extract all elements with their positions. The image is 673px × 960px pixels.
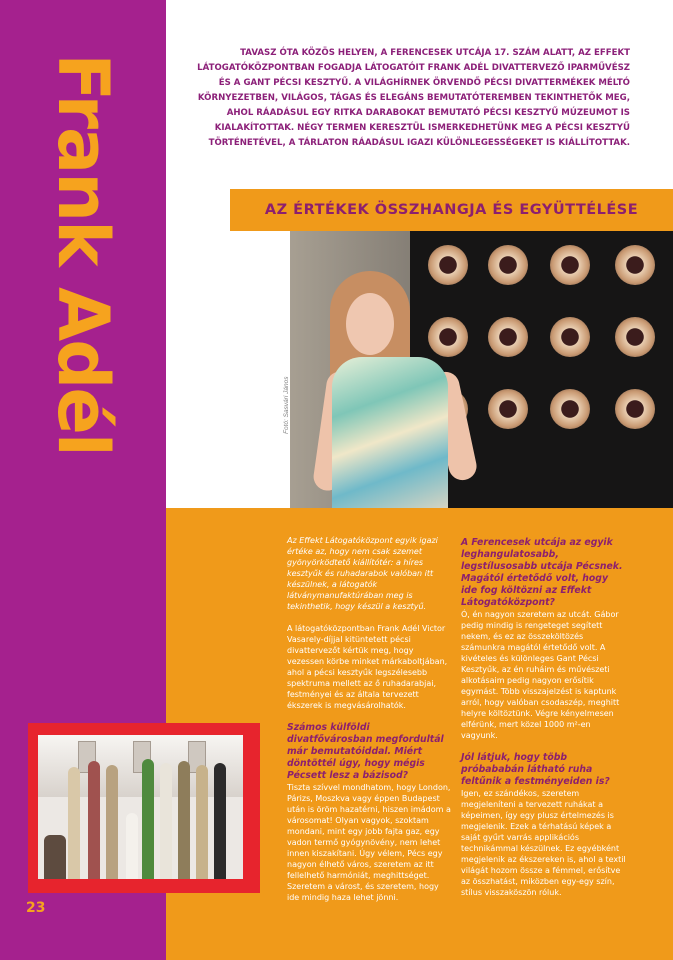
interview-answer: Igen, ez szándékos, szeretem megjeleníteni a tervezett ruhákat a képeimen, így egy plusz értelmezés is megjelenik. Ezek a térhatású képek a saját gyűrt varrás applikációs technikámmal készülnek. Ez egyébként megjelenik az ékszereken is, ahol a textil világát hozom össze a fémmel, erősítve az összhatást, miközben egy-egy szín, stílus visszaköszön róluk. [461, 789, 626, 897]
glove-display-disc [550, 245, 590, 285]
model-figure [142, 759, 154, 879]
interview-question: A Ferencesek utcája az egyik leghangulatosabb, legstílusosabb utcája Pécsnek. Magától értetődő volt, hogy ide fog költözni az Effekt Látogatóközpont? [461, 537, 623, 608]
glove-display-disc [550, 389, 590, 429]
interview-answer: Tiszta szívvel mondhatom, hogy London, Párizs, Moszkva vagy éppen Budapest után is öröm hazatérni, hiszen imádom a városomat! Olyan vagyok, szoktam mondani, mint egy jobb fajta gaz, egy vadon termő gyógynövény, nem lehet innen kiszakítani. Úgy vélem, Pécs egy nagyon élhető város, szeretem az itt fellelhető harmóniát, meghittséget. Szeretem a várost, és szeretem, hogy ide mindig haza lehet jönni. [287, 783, 451, 902]
glove-display-disc [615, 245, 655, 285]
photo-credit: Fotó: Sasvári János [283, 376, 290, 434]
vertical-title [0, 34, 166, 474]
section-banner [230, 189, 673, 231]
text-column-left [287, 535, 452, 903]
glove-display-disc [550, 317, 590, 357]
child-figure [126, 813, 138, 879]
glove-display-disc [488, 245, 528, 285]
intro-paragraph: TAVASZ ÓTA KÖZÖS HELYEN, A FERENCESEK UTCÁJA 17. SZÁM ALATT, AZ EFFEKT LÁTOGATÓKÖZPONTBAN FOGADJA LÁTOGATÓIT FRANK ADÉL DIVATTERVEZŐ IPARMŰVÉSZ ÉS A GANT PÉCSI KESZTYŰ. A VILÁGHÍRNEK ÖRVENDŐ PÉCSI DIVATTERMÉKEK MÉLTÓ KÖRNYEZETBEN, VILÁGOS, TÁGAS ÉS ELEGÁNS BEMUTATÓTEREMBEN TEKINTHETŐK MEG, AHOL RÁADÁSUL EGY RITKA DARABOKAT BEMUTATÓ PÉCSI KESZTYŰ MÚZEUMOT IS KIALAKÍTOTTAK. NÉGY TERMEN KERESZTÜL ISMERKEDHETÜNK MEG A PÉCSI KESZTYŰ TÖRTÉNETÉVEL, A TÁRLATON RÁADÁSUL IGAZI KÜLÖNLEGESSÉGEKET IS KIÁLLÍTOTTAK. [197, 48, 630, 148]
model-figure [106, 765, 118, 879]
interview-question: Jól látjuk, hogy több próbababán látható ruha feltűnik a festményeiden is? [461, 752, 610, 787]
woman-dress [332, 357, 448, 508]
text-column-right [461, 537, 626, 898]
glove-display-disc [615, 317, 655, 357]
glove-display-disc [428, 245, 468, 285]
glove-display-disc [615, 389, 655, 429]
model-figure [68, 767, 80, 879]
glove-display-disc [488, 317, 528, 357]
portrait-photo [290, 231, 673, 508]
fashion-show-photo-frame [28, 723, 260, 893]
glove-display-disc [488, 389, 528, 429]
section-banner-text: AZ ÉRTÉKEK ÖSSZHANGJA ÉS EGYÜTTÉLÉSE [264, 202, 639, 218]
interview-answer: Ó, én nagyon szeretem az utcát. Gábor pedig mindig is rengeteget segített nekem, és ez az összeköltözés számunkra magától értetődő volt. A kivételes és különleges Gant Pécsi Kesztyűk, az én ruháim és művészeti alkotásaim pedig nagyon erősítik egymást. Több visszajelzést is kaptunk arról, hogy valóban csodaszép, meghitt helyre költöztünk. Végre kényelmesen elférünk, mert közel 1000 m²-en vagyunk. [461, 610, 620, 740]
model-figure [160, 763, 172, 879]
vertical-title-text: Frank Adél [42, 53, 124, 455]
audience-figure [44, 835, 66, 879]
model-figure [178, 761, 190, 879]
model-figure [196, 765, 208, 879]
woman-face [346, 293, 394, 355]
fashion-show-photo [38, 735, 243, 879]
body-paragraph: A látogatóközpontban Frank Adél Victor Vasarely-díjjal kitüntetett pécsi divattervezőt kértük meg, hogy vezessen körbe minket márkaboltjában, ahol a pécsi kesztyűk legszélesebb spektruma mellett az ő ruhadarabjai, festményei és az általa tervezett ékszerek is megvásárolhatók. [287, 624, 448, 710]
glove-display-disc [428, 317, 468, 357]
interview-question: Számos külföldi divatfővárosban megfordultál már bemutatóiddal. Miért döntöttél úgy, hogy mégis Pécsett lesz a bázisod? [287, 722, 444, 781]
model-figure [214, 763, 226, 879]
model-figure [88, 761, 100, 879]
page-number: 23 [26, 900, 46, 916]
lead-paragraph: Az Effekt Látogatóközpont egyik igazi értéke az, hogy nem csak szemet gyönyörködtető kiállítótér: a híres kesztyűk és ruhadarabok valóban itt készülnek, a látogatók látványmanufaktúrában meg is tekinthetik, hogy készül a kesztyű. [287, 536, 438, 611]
